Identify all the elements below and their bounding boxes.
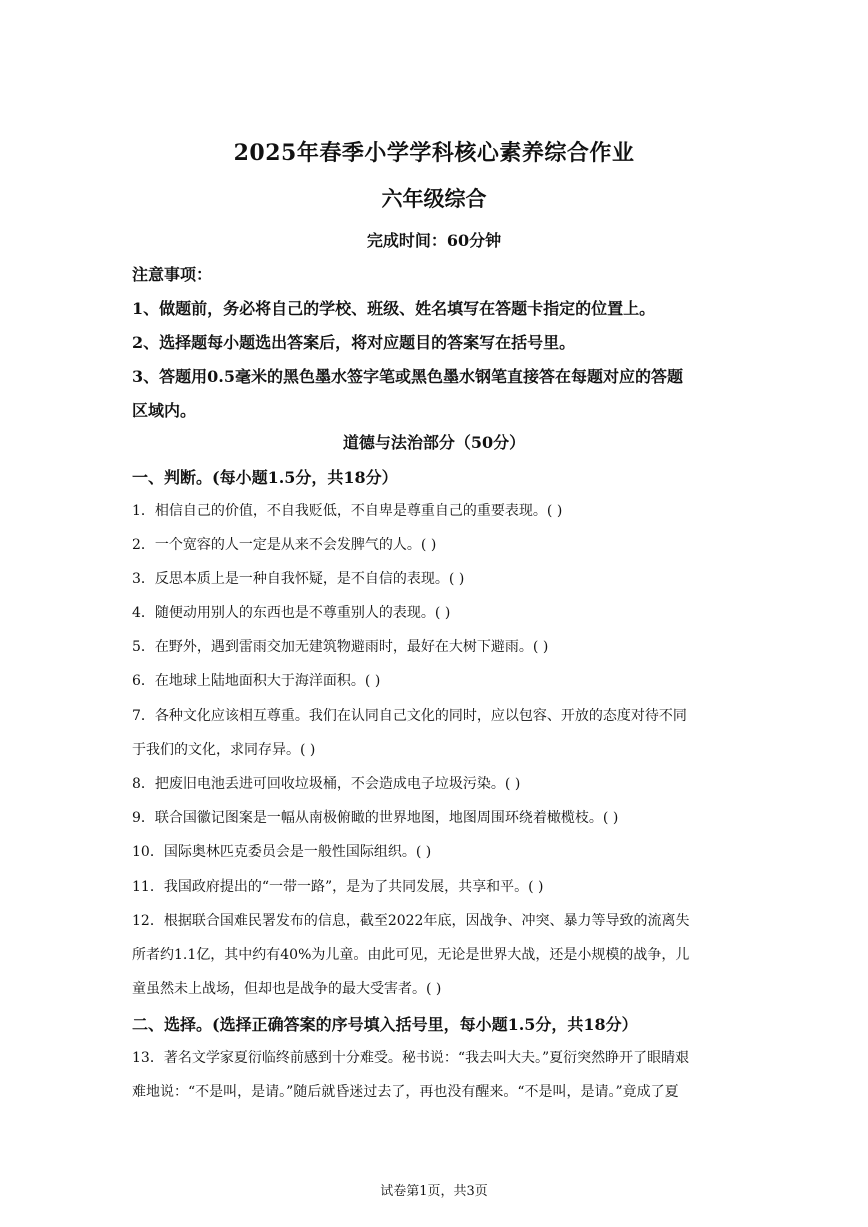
question-line: 8．把废旧电池丢进可回收垃圾桶，不会造成电子垃圾污染。( )	[132, 776, 521, 792]
question-line: 难地说：“不是叫，是请。”随后就昏迷过去了，再也没有醒来。“不是叫，是请。”竟成了夏	[132, 1084, 679, 1100]
document-subtitle: 六年级综合	[381, 186, 487, 211]
question-line: 10．国际奥林匹克委员会是一般性国际组织。( )	[132, 844, 432, 860]
page-number: 试卷第1页，共3页	[380, 1184, 488, 1199]
question-line: 6．在地球上陆地面积大于海洋面积。( )	[132, 673, 381, 689]
notice-item: 3、答题用0.5毫米的黑色墨水签字笔或黑色墨水钢笔直接答在每题对应的答题	[132, 367, 683, 386]
question-line: 2．一个宽容的人一定是从来不会发脾气的人。( )	[132, 537, 437, 553]
question-line: 5．在野外，遇到雷雨交加无建筑物避雨时，最好在大树下避雨。( )	[132, 639, 549, 655]
document-title: 2025年春季小学学科核心素养综合作业	[233, 140, 635, 166]
section-heading: 二、选择。(选择正确答案的序号填入括号里，每小题1.5分，共18分）	[132, 1015, 638, 1034]
completion-time: 完成时间：60分钟	[366, 231, 502, 250]
question-line: 11．我国政府提出的“一带一路”，是为了共同发展，共享和平。( )	[132, 879, 544, 895]
question-line: 9．联合国徽记图案是一幅从南极俯瞰的世界地图，地图周围环绕着橄榄枝。( )	[132, 810, 619, 826]
notice-item: 2、选择题每小题选出答案后，将对应题目的答案写在括号里。	[132, 333, 576, 352]
question-line: 4．随便动用别人的东西也是不尊重别人的表现。( )	[132, 605, 451, 621]
notice-heading: 注意事项：	[132, 265, 213, 284]
question-line: 于我们的文化，求同存异。( )	[132, 742, 316, 758]
part-heading: 道德与法治部分（50分）	[342, 433, 526, 452]
question-line: 13．著名文学家夏衍临终前感到十分难受。秘书说：“我去叫大夫。”夏衍突然睁开了眼睛艰	[132, 1050, 690, 1066]
question-line: 7．各种文化应该相互尊重。我们在认同自己文化的同时，应以包容、开放的态度对待不同	[132, 708, 687, 724]
question-line: 童虽然未上战场，但却也是战争的最大受害者。( )	[132, 981, 442, 997]
question-line: 所者约1.1亿，其中约有40%为儿童。由此可见，无论是世界大战，还是小规模的战争，儿	[132, 947, 690, 963]
question-line: 3．反思本质上是一种自我怀疑，是不自信的表现。( )	[132, 571, 465, 587]
question-line: 1．相信自己的价值，不自我贬低，不自卑是尊重自己的重要表现。( )	[132, 503, 563, 519]
section-heading: 一、判断。(每小题1.5分，共18分）	[132, 468, 398, 487]
notice-item: 1、做题前，务必将自己的学校、班级、姓名填写在答题卡指定的位置上。	[132, 299, 656, 318]
question-line: 12．根据联合国难民署发布的信息，截至2022年底，因战争、冲突、暴力等导致的流离失	[132, 913, 690, 929]
notice-item: 区域内。	[132, 401, 197, 420]
